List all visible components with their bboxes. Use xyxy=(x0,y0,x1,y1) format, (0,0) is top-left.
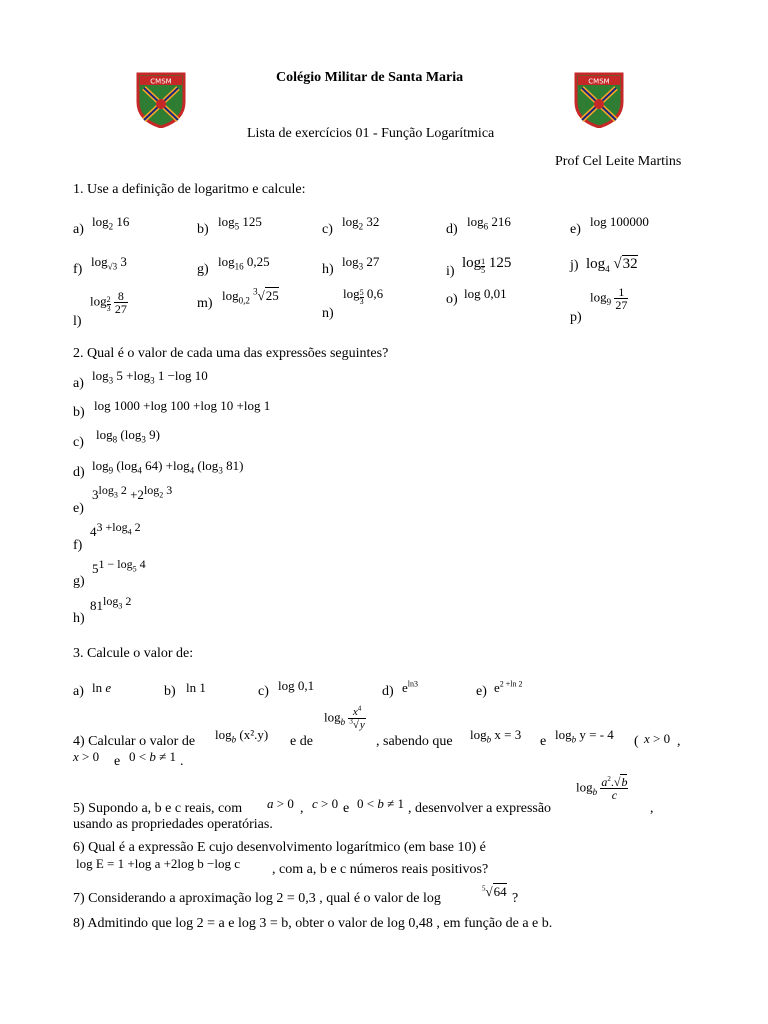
q1-label-f: f) xyxy=(73,262,83,277)
q7-text-1: 7) Considerando a aproximação log 2 = 0,3 , qual é o valor de log xyxy=(73,891,441,906)
q1-expr-c: $\log_2 32$ xyxy=(342,214,380,232)
q3-label-e: e) xyxy=(476,684,487,699)
q1-label-i: i) xyxy=(446,264,455,279)
q2-expr-d: $\log_9 (\log_4$ $64) +\log_4$ ($\log_3$ 81) xyxy=(92,458,244,476)
q4-expr-6: x > 0 xyxy=(73,749,100,764)
q5-text-5: , xyxy=(650,801,654,816)
q1-expr-d: $\log_6 216$ xyxy=(467,214,511,232)
q5-text-2: , xyxy=(300,801,304,816)
q3-expr-e: $e^{2 +ln 2}$ xyxy=(494,679,523,695)
q5-expr-3: 0 < b ≠ 1 xyxy=(357,796,404,811)
q1-label-j: j) xyxy=(570,258,579,273)
q4-expr-3: $\log_b x = 3$ xyxy=(470,727,522,745)
q1-label-e: e) xyxy=(570,222,581,237)
q1-expr-i: log $\frac{1}{5} 125$ xyxy=(462,255,512,275)
q2-label-h: h) xyxy=(73,611,85,626)
q3-label-a: a) xyxy=(73,684,84,699)
q1-label-m: m) xyxy=(197,296,213,311)
q6-text-2: , com a, b e c números reais positivos? xyxy=(272,862,489,877)
school-crest-left-icon xyxy=(136,72,186,128)
q7-expr: $^5$√64 xyxy=(482,884,507,899)
q1-label-l: l) xyxy=(73,314,82,329)
q5-expr-1: a > 0 xyxy=(267,796,294,811)
svg-text:CMSM: CMSM xyxy=(588,77,610,86)
q4-text-3: , sabendo que xyxy=(376,734,453,749)
q2-label-g: g) xyxy=(73,574,85,589)
q2-title: 2. Qual é o valor de cada uma das expressões seguintes? xyxy=(73,346,389,361)
q3-expr-d: $e^{ln3}$ xyxy=(402,679,419,695)
q1-label-g: g) xyxy=(197,262,209,277)
q4-text-5: ( xyxy=(634,734,639,749)
q2-expr-f: $4^{3 +log_4 2}$ xyxy=(90,519,141,539)
q2-expr-b: log 1000 +log 100 +log 10 +log 1 xyxy=(94,398,271,413)
q1-expr-g: $\log_{16} 0,25$ xyxy=(218,254,270,272)
q1-expr-m: $\log_{0,2} ^3√25$ xyxy=(222,286,279,306)
q3-expr-a: ln e xyxy=(92,680,112,695)
q2-expr-c: $\log_8 (\log_3$ 9) xyxy=(96,427,160,445)
q4-expr-2: $\log_b$ $\frac{x^4}{^3√y}$ xyxy=(324,704,365,731)
q5-expr-2: c > 0 xyxy=(312,796,339,811)
q1-label-p: p) xyxy=(570,310,582,325)
svg-text:CMSM: CMSM xyxy=(150,77,172,86)
school-crest-right-icon xyxy=(574,72,624,128)
q1-expr-h: $\log_3 27$ xyxy=(342,254,380,272)
q5-text-4: , desenvolver a expressão xyxy=(408,801,552,816)
q4-text-1: 4) Calcular o valor de xyxy=(73,734,196,749)
q1-label-h: h) xyxy=(322,262,334,277)
q1-label-d: d) xyxy=(446,222,458,237)
q3-expr-b: ln 1 xyxy=(186,680,206,695)
school-name: Colégio Militar de Santa Maria xyxy=(276,70,464,85)
q1-expr-j: $\log_4 √32$ xyxy=(586,256,638,274)
q1-expr-e: log 100000 xyxy=(590,214,649,229)
q5-text-3: e xyxy=(343,801,350,816)
q1-label-b: b) xyxy=(197,222,209,237)
q1-expr-a: $\log_2 16$ xyxy=(92,214,130,232)
q1-expr-f: $\log_{√3} 3$ xyxy=(91,254,127,272)
q4-text-2: e de xyxy=(290,734,313,749)
q4-expr-5: x > 0 xyxy=(644,731,671,746)
q1-expr-n: log $\frac{5}{3} 0,6$ xyxy=(343,286,384,306)
q2-label-b: b) xyxy=(73,405,85,420)
q4-text-7: e xyxy=(114,754,121,769)
q4-text-8: . xyxy=(180,754,184,769)
q1-title: 1. Use a definição de logaritmo e calcule: xyxy=(73,182,306,197)
list-title: Lista de exercícios 01 - Função Logarítmica xyxy=(247,126,495,141)
q1-label-o: o) xyxy=(446,292,458,307)
q8-text: 8) Admitindo que log 2 = a e log 3 = b, obter o valor de log 0,48 , em função de a e b. xyxy=(73,916,553,931)
q3-label-b: b) xyxy=(164,684,176,699)
q2-expr-h: $81^{log_3 2}$ xyxy=(90,593,132,613)
q2-label-c: c) xyxy=(73,435,84,450)
q1-label-n: n) xyxy=(322,306,334,321)
q6-line-1: 6) Qual é a expressão E cujo desenvolvimento logarítmico (em base 10) é xyxy=(73,840,486,855)
q1-label-c: c) xyxy=(322,222,333,237)
q2-expr-a: $\log_3 5 +\log_3$ 1 −log 10 xyxy=(92,368,208,386)
q7-text-2: ? xyxy=(512,891,519,906)
q4-expr-7: 0 < b ≠ 1 xyxy=(129,749,176,764)
q1-expr-p: $\log_9$ $\frac{1}{27}$ xyxy=(590,285,628,312)
q5-expr-4: $\log_b$ $\frac{a^2.√b}{c}$ xyxy=(576,775,628,802)
q4-text-4: e xyxy=(540,734,547,749)
q2-label-e: e) xyxy=(73,501,84,516)
q3-expr-c: log 0,1 xyxy=(278,678,315,693)
q3-title: 3. Calcule o valor de: xyxy=(73,646,194,661)
q2-label-f: f) xyxy=(73,538,83,553)
q4-text-6: , xyxy=(677,734,681,749)
q5-line-2: usando as propriedades operatórias. xyxy=(73,817,273,832)
q1-expr-o: log 0,01 xyxy=(464,286,507,301)
q4-expr-1: $\log_b (x^2.y)$ xyxy=(215,727,269,745)
q2-expr-g: $5^{1 - log_5 4}$ xyxy=(92,556,146,576)
q1-label-a: a) xyxy=(73,222,84,237)
teacher-name: Prof Cel Leite Martins xyxy=(555,154,682,169)
q6-expr: log E = 1 +log a +2log b −log c xyxy=(76,856,241,871)
q1-expr-b: $\log_5 125$ xyxy=(218,214,262,232)
q2-label-d: d) xyxy=(73,465,85,480)
q3-label-d: d) xyxy=(382,684,394,699)
q2-label-a: a) xyxy=(73,376,84,391)
q2-expr-e: $3^{log_3 2} +2^{log_2 3}$ xyxy=(92,482,173,502)
q1-expr-l: log $\frac{2}{3}$ $\frac{8}{27}$ xyxy=(90,289,127,316)
q4-expr-4: $\log_b y$ = - 4 xyxy=(555,727,614,745)
q5-text-1: 5) Supondo a, b e c reais, com xyxy=(73,801,243,816)
q3-label-c: c) xyxy=(258,684,269,699)
